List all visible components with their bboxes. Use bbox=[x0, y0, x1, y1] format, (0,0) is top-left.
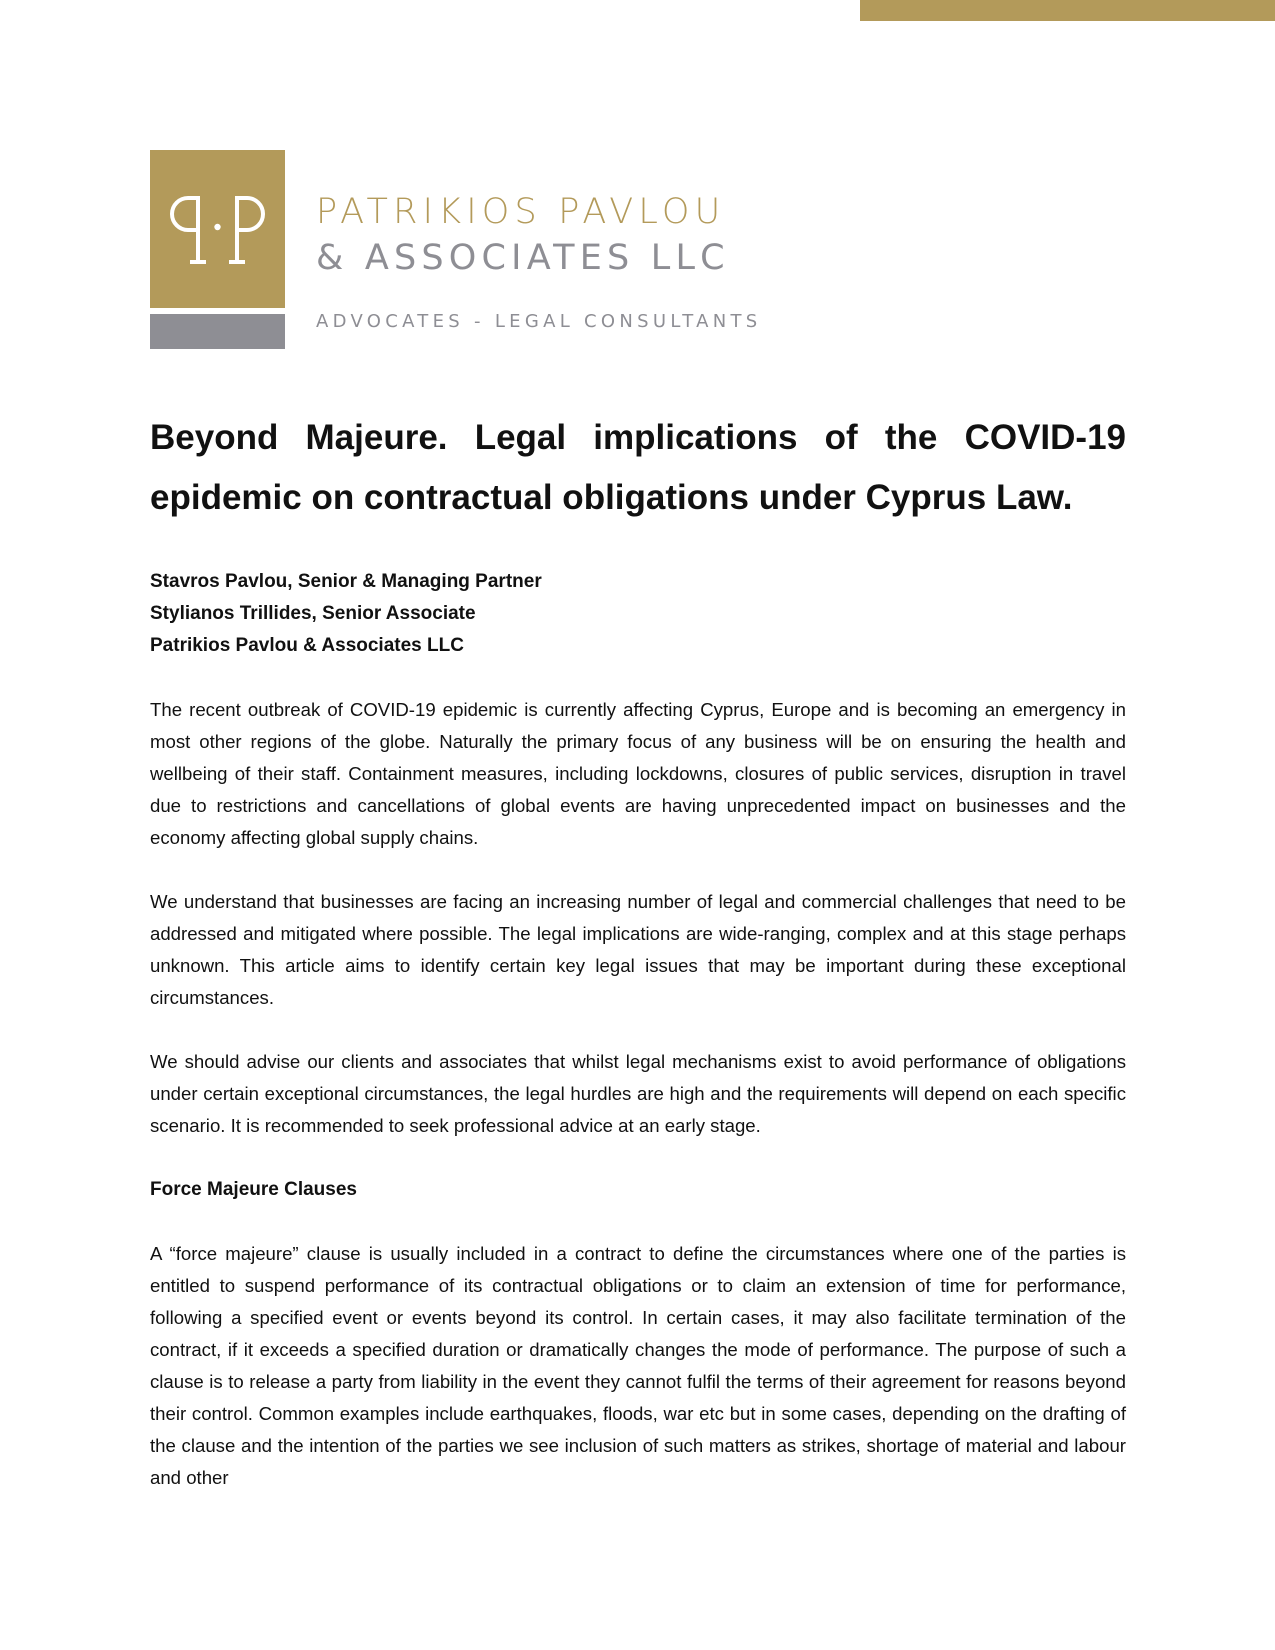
author-line: Stylianos Trillides, Senior Associate bbox=[150, 603, 476, 624]
top-accent-bar bbox=[860, 0, 1275, 21]
author-block bbox=[150, 566, 1126, 662]
author-line: Stavros Pavlou, Senior & Managing Partner bbox=[150, 571, 542, 592]
paragraph: We understand that businesses are facing an increasing number of legal and commercial challenges that need to be addressed and mitigated where possible. The legal implications are wide-ranging, complex and at this stage perhaps unknown. This article aims to identify certain key legal issues that may be important during these exceptional circumstances. bbox=[150, 891, 1126, 1008]
logo-monogram bbox=[150, 150, 285, 308]
section-heading: Force Majeure Clauses bbox=[150, 1179, 357, 1200]
paragraph: The recent outbreak of COVID-19 epidemic is currently affecting Cyprus, Europe and is becoming an emergency in most other regions of the globe. Naturally the primary focus of any business will be on ensuring the health and wellbeing of their staff. Containment measures, including lockdowns, closures of public services, disruption in travel due to restrictions and cancellations of global events are having unprecedented impact on businesses and the economy affecting global supply chains. bbox=[150, 699, 1126, 848]
article-body bbox=[150, 408, 1126, 1494]
pp-monogram-icon bbox=[150, 150, 285, 308]
logo-name-line1: PATRIKIOS PAVLOU bbox=[316, 192, 726, 232]
logo-tagline: ADVOCATES - LEGAL CONSULTANTS bbox=[316, 311, 762, 332]
logo-name-line2: & ASSOCIATES LLC bbox=[316, 238, 730, 278]
paragraph: We should advise our clients and associates that whilst legal mechanisms exist to avoid performance of obligations under certain exceptional circumstances, the legal hurdles are high and the requirements will depend on each specific scenario. It is recommended to seek professional advice at an early stage. bbox=[150, 1051, 1126, 1136]
article-title: Beyond Majeure. Legal implications of the COVID-19 epidemic on contractual obligations under Cyprus Law. bbox=[150, 418, 1126, 517]
logo-grey-band bbox=[150, 314, 285, 349]
firm-logo bbox=[150, 150, 760, 350]
paragraph: A “force majeure” clause is usually included in a contract to define the circumstances where one of the parties is entitled to suspend performance of its contractual obligations or to claim an extension of time for performance, following a specified event or events beyond its control. In certain cases, it may also facilitate termination of the contract, if it exceeds a specified duration or dramatically changes the mode of performance. The purpose of such a clause is to release a party from liability in the event they cannot fulfil the terms of their agreement for reasons beyond their control. Common examples include earthquakes, floods, war etc but in some cases, depending on the drafting of the clause and the intention of the parties we see inclusion of such matters as strikes, shortage of material and labour and other bbox=[150, 1243, 1126, 1488]
author-line: Patrikios Pavlou & Associates LLC bbox=[150, 635, 464, 656]
